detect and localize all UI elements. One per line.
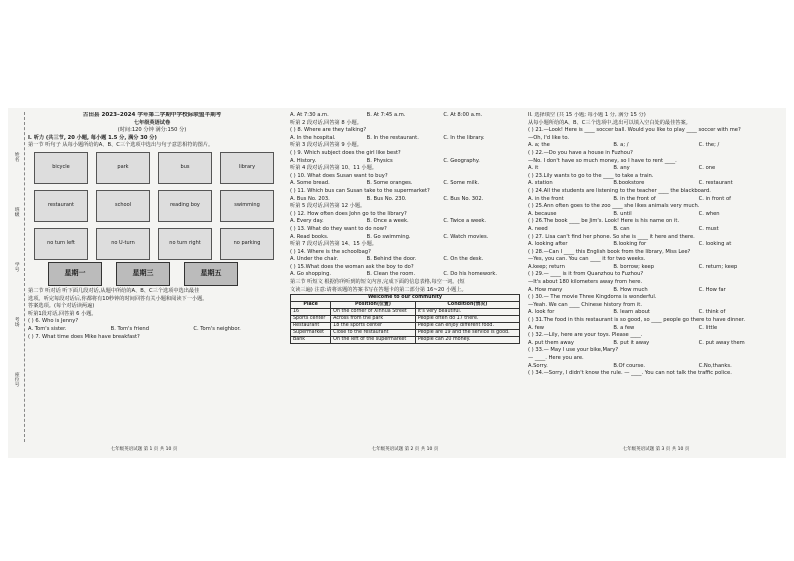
library-picture: library (220, 152, 274, 184)
question-line: 听第 5 段对话,回答第 12 小题。 (290, 203, 366, 210)
exam-page-2 (290, 112, 520, 454)
answer-option: C. little (698, 324, 718, 331)
answer-option: B. until (613, 210, 632, 217)
answer-option: C. looking at (698, 241, 732, 248)
question: ( ) 7. What time does Mike have breakfast? (28, 333, 140, 340)
answer-option: A. few (528, 324, 545, 331)
answer-options (528, 142, 784, 150)
table-title: Welcome to our community (291, 295, 520, 302)
answer-options (528, 325, 784, 333)
question-line: 文读三遍) 注意:请将该题的答案书写在答题卡的第二部分第 16~20 小题上。 (290, 286, 467, 293)
answer-options (290, 180, 520, 188)
exam-subtitle: 七年级英语试卷 (133, 119, 171, 126)
calendar-pictures (48, 262, 276, 286)
instructions: 听第1段对话,回答第 6 小题。 (28, 310, 97, 317)
table-row: 16 On the corner of Xinhua Street It's very beautiful. (291, 309, 520, 316)
exam-time: (时间:120 分钟 满分:150 分) (117, 127, 187, 134)
answer-options (528, 180, 784, 188)
table-row: Restaurant 18 the sports center People can enjoy different food. (291, 323, 520, 330)
section-heading: I. 听力 (共三节, 20 小题, 每小题 1.5 分, 满分 30 分) (28, 134, 157, 141)
answer-option: B. a few (613, 324, 635, 331)
calendar-wednesday: 星期三 (116, 262, 170, 286)
question-line: 听第 2 段对话,回答第 8 小题。 (290, 119, 362, 126)
answer-option: A. Go shopping. (290, 271, 332, 278)
answer-option: B.looking for (613, 241, 647, 248)
question-line: ( ) 9. Which subject does the girl like best? (290, 149, 401, 156)
answer-option: C. return; keep (698, 263, 738, 270)
answer-option: B. in the front of (613, 195, 656, 202)
answer-option: B. Physics (366, 157, 393, 164)
answer-option: C. In the library. (443, 134, 485, 141)
answer-options (528, 309, 784, 317)
answer-option: B. Behind the door. (366, 256, 417, 263)
question-line: ( ) 32.—Lily, here are your toys. Please ____. (528, 332, 643, 339)
answer-option: C.No,thanks. (698, 362, 732, 369)
answer-option: C. the; / (698, 142, 720, 149)
answer-options (528, 211, 784, 219)
no-parking-sign-icon: no parking (220, 228, 274, 260)
page-footer: 七年级英语试题 第 2 页 共 10 页 (371, 447, 439, 453)
question-line: ( ) 21.—Look! Here is ____ soccer ball. Would you like to play ____ soccer with me? (528, 127, 741, 134)
sidebar-field: 姓名 (13, 152, 19, 162)
answer-option: A. need (528, 225, 548, 232)
question: ( ) 6. Who is Jenny? (28, 318, 79, 325)
no-turn-right-sign-icon: no turn right (158, 228, 212, 260)
answer-option: C. Watch movies. (443, 233, 489, 240)
answer-option: C. How far (698, 286, 726, 293)
question-line: ( ) 29.— ____ is it from Quanzhou to Fuzhou? (528, 271, 644, 278)
answer-option: A. Bus No. 203. (290, 195, 330, 202)
answer-option: B. In the restaurant. (366, 134, 419, 141)
reading-boy-picture: reading boy (158, 190, 212, 222)
question-line: ( ) 31.The food in this restaurant is so good, so ____ people go there to have dinner. (528, 317, 746, 324)
grammar-questions (528, 112, 784, 378)
answer-option: A. How many (528, 286, 563, 293)
question-line: ( ) 10. What does Susan want to buy? (290, 172, 388, 179)
answer-options (528, 241, 784, 249)
question-line: 听第 4 段对话,回答第 10、11 小题。 (290, 165, 377, 172)
answer-option: C. Bus No. 302. (443, 195, 484, 202)
answer-options (290, 218, 520, 226)
answer-option: C. Do his homework. (443, 271, 498, 278)
answer-options (290, 234, 520, 242)
question-line: —Yeah. We can ____ Chinese history from it. (528, 301, 642, 308)
answer-option: B. How much (613, 286, 648, 293)
question-line: —Oh, I'd like to. (528, 134, 570, 141)
sidebar-field: 考场 (13, 317, 19, 327)
answer-option: A. look for (528, 309, 555, 316)
question-line: 听第 7 段对话,回答第 14、15 小题。 (290, 241, 377, 248)
answer-options (528, 226, 784, 234)
sidebar-field: 学号 (13, 262, 19, 272)
answer-option: C. At 8:00 a.m. (443, 112, 483, 118)
answer-option: B. can (613, 225, 630, 232)
answer-options (528, 196, 784, 204)
answer-option: A. At 7:30 a.m. (290, 112, 329, 118)
question-line: ( ) 24.All the students are listening to the teacher ____ the blackboard. (528, 187, 711, 194)
question-line: 第三节 听短文 根据你所听到的短文内容,完成下面的信息表格,每空一词。(短 (290, 279, 465, 286)
student-info-sidebar (12, 112, 25, 442)
question-line: ( ) 25.Ann often goes to the zoo ____ she likes animals very much. (528, 203, 700, 210)
answer-option: A. because (528, 210, 557, 217)
answer-option: B.bookstore (613, 180, 645, 187)
answer-option: C. restaurant (698, 180, 733, 187)
page-footer: 七年级英语试题 第 3 页 共 10 页 (622, 447, 690, 453)
table-row: Supermarket Close to the restaurant People are 19 and the service is good. (291, 330, 520, 337)
answer-option: A. History. (290, 157, 317, 164)
question-line: ( ) 34.—Sorry, I didn't know the rule. — ____. You can not talk the traffic police. (528, 370, 732, 377)
answer-options (290, 112, 520, 120)
picture-grid (34, 152, 274, 260)
exam-title: 古田县 2023–2024 学年第二学期中学校际联盟半期考 (82, 112, 222, 118)
answer-option: C. Some milk. (443, 180, 480, 187)
question-line: ( ) 8. Where are they talking? (290, 127, 367, 134)
question-line: 从每小题所给的A、B、C三个选项中,选出可以填入空白处的最佳答案。 (528, 119, 691, 126)
answer-option: C. put away them (698, 339, 745, 346)
exam-page-3 (528, 112, 784, 454)
question-line: —Yes, you can. You can ____ it for two weeks. (528, 256, 646, 263)
answer-option: A. Read books. (290, 233, 329, 240)
answer-option: C. Geography. (443, 157, 480, 164)
answer-option: B. Go swimming. (366, 233, 411, 240)
answer-option: A. Under the chair. (290, 256, 339, 263)
answer-option: B. borrow; keep (613, 263, 655, 270)
answer-option: B. Once a week. (366, 218, 409, 225)
answer-options: A. Tom's sister. B. Tom's friend C. Tom's neighbor. (28, 325, 241, 332)
question-line: II. 选择填空 (共 15 小题; 每小题 1 分, 满分 15 分) (528, 112, 646, 118)
answer-option: A. looking after (528, 241, 568, 248)
answer-option: A.Sorry. (528, 362, 548, 369)
instructions: 第一节 听句子 从每小题所给的A、B、C三个选项中选出与句子意思相符的图片。 (28, 142, 214, 149)
answer-options (290, 256, 520, 264)
page-footer: 七年级英语试题 第 1 页 共 10 页 (110, 447, 178, 453)
answer-options (528, 363, 784, 371)
answer-option: A. Some bread. (290, 180, 330, 187)
question-line: ( ) 22.—Do you have a house in Fuzhou? (528, 149, 633, 156)
answer-options (528, 264, 784, 272)
table-header: Position(位置) (331, 302, 416, 309)
answer-option: B. learn about (613, 309, 650, 316)
no-turn-left-sign-icon: no turn left (34, 228, 88, 260)
answer-options (528, 165, 784, 173)
instructions: 第二节 听对话 听下面几段对话,从题中所给的A、B、C三个选项中选出最佳 (28, 287, 200, 294)
answer-option: C. in front of (698, 195, 731, 202)
answer-option: A. put them away (528, 339, 574, 346)
sidebar-field: 班级 (13, 207, 19, 217)
answer-option: A. a; the (528, 142, 550, 149)
answer-option: B. Bus No. 230. (366, 195, 407, 202)
table-row: Bank On the left of the supermarket People can 20 money. (291, 337, 520, 344)
answer-options (528, 340, 784, 348)
park-picture: park (96, 152, 150, 184)
question-line: —No. I don't have so much money, so I have to rent ____. (528, 157, 677, 164)
bus-picture: bus (158, 152, 212, 184)
calendar-friday: 星期五 (184, 262, 238, 286)
answer-option: C. when (698, 210, 720, 217)
table-header: Condition(情况) (415, 302, 519, 309)
answer-option: C. think of (698, 309, 726, 316)
answer-option: A. station (528, 180, 553, 187)
no-u-turn-sign-icon: no U-turn (96, 228, 150, 260)
answer-options (528, 287, 784, 295)
instructions: 选项。听完每段对话后,你都将有10秒钟的时间回答有关小题和阅读下一小题。 (28, 295, 208, 302)
answer-option: A. Every day. (290, 218, 324, 225)
exam-page-1 (12, 112, 276, 454)
answer-option: B. a; / (613, 142, 629, 149)
question-line: ( ) 26.The book ____ be Jim's. Look! Here is his name on it. (528, 218, 680, 225)
listening-questions (290, 112, 520, 294)
answer-option: B.Of course. (613, 362, 646, 369)
answer-options (290, 196, 520, 204)
bicycle-picture: bicycle (34, 152, 88, 184)
instructions: 答案选项。(每个对话读两遍) (28, 303, 95, 310)
question-line: 听第 3 段对话,回答第 9 小题。 (290, 142, 362, 149)
answer-option: A. In the hospital. (290, 134, 336, 141)
answer-option: B. any (613, 165, 630, 172)
answer-option: B. put it away (613, 339, 650, 346)
question-line: ( ) 11. Which bus can Susan take to the supermarket? (290, 187, 430, 194)
answer-option: C. one (698, 165, 716, 172)
swimming-picture: swimming (220, 190, 274, 222)
answer-options (290, 271, 520, 279)
school-picture: school (96, 190, 150, 222)
answer-option: A. it (528, 165, 539, 172)
answer-option: C. On the desk. (443, 256, 484, 263)
answer-option: A.keep; return (528, 263, 565, 270)
question-line: ( ) 14. Where is the schoolbag? (290, 248, 371, 255)
question-line: ( ) 23.Lily wants to go to the ____ to take a train. (528, 172, 654, 179)
info-table (290, 294, 520, 344)
answer-option: C. Twice a week. (443, 218, 487, 225)
restaurant-picture: restaurant (34, 190, 88, 222)
question-line: — ____. Here you are. (528, 355, 584, 361)
question-line: ( ) 33.— May I use your bike,Mary? (528, 347, 619, 354)
question-line: ( ) 27. Lisa can't find her phone. So she is ____ it here and there. (528, 233, 695, 240)
answer-option: C. must (698, 225, 719, 232)
calendar-monday: 星期一 (48, 262, 102, 286)
answer-option: B. Some oranges. (366, 180, 413, 187)
table-header: Place (291, 302, 331, 309)
question-line: ( ) 15.What does the woman ask the boy to do? (290, 263, 414, 270)
question-line: —It's about 180 kilometers away from here. (528, 279, 643, 286)
answer-option: A. in the front (528, 195, 564, 202)
sidebar-field: 座位号 (13, 372, 19, 387)
question-line: ( ) 13. What do they want to do now? (290, 225, 387, 232)
answer-option: B. Clean the room. (366, 271, 416, 278)
question-line: ( ) 12. How often does John go to the library? (290, 210, 407, 217)
answer-option: B. At 7:45 a.m. (366, 112, 406, 118)
question-line: ( ) 30.— The movie Three Kingdoms is wonderful. (528, 294, 657, 301)
question-line: ( ) 28.—Can I ____ this English book from the library, Miss Lee? (528, 248, 691, 255)
table-row: Sports center Across from the park People often do 17 there. (291, 316, 520, 323)
